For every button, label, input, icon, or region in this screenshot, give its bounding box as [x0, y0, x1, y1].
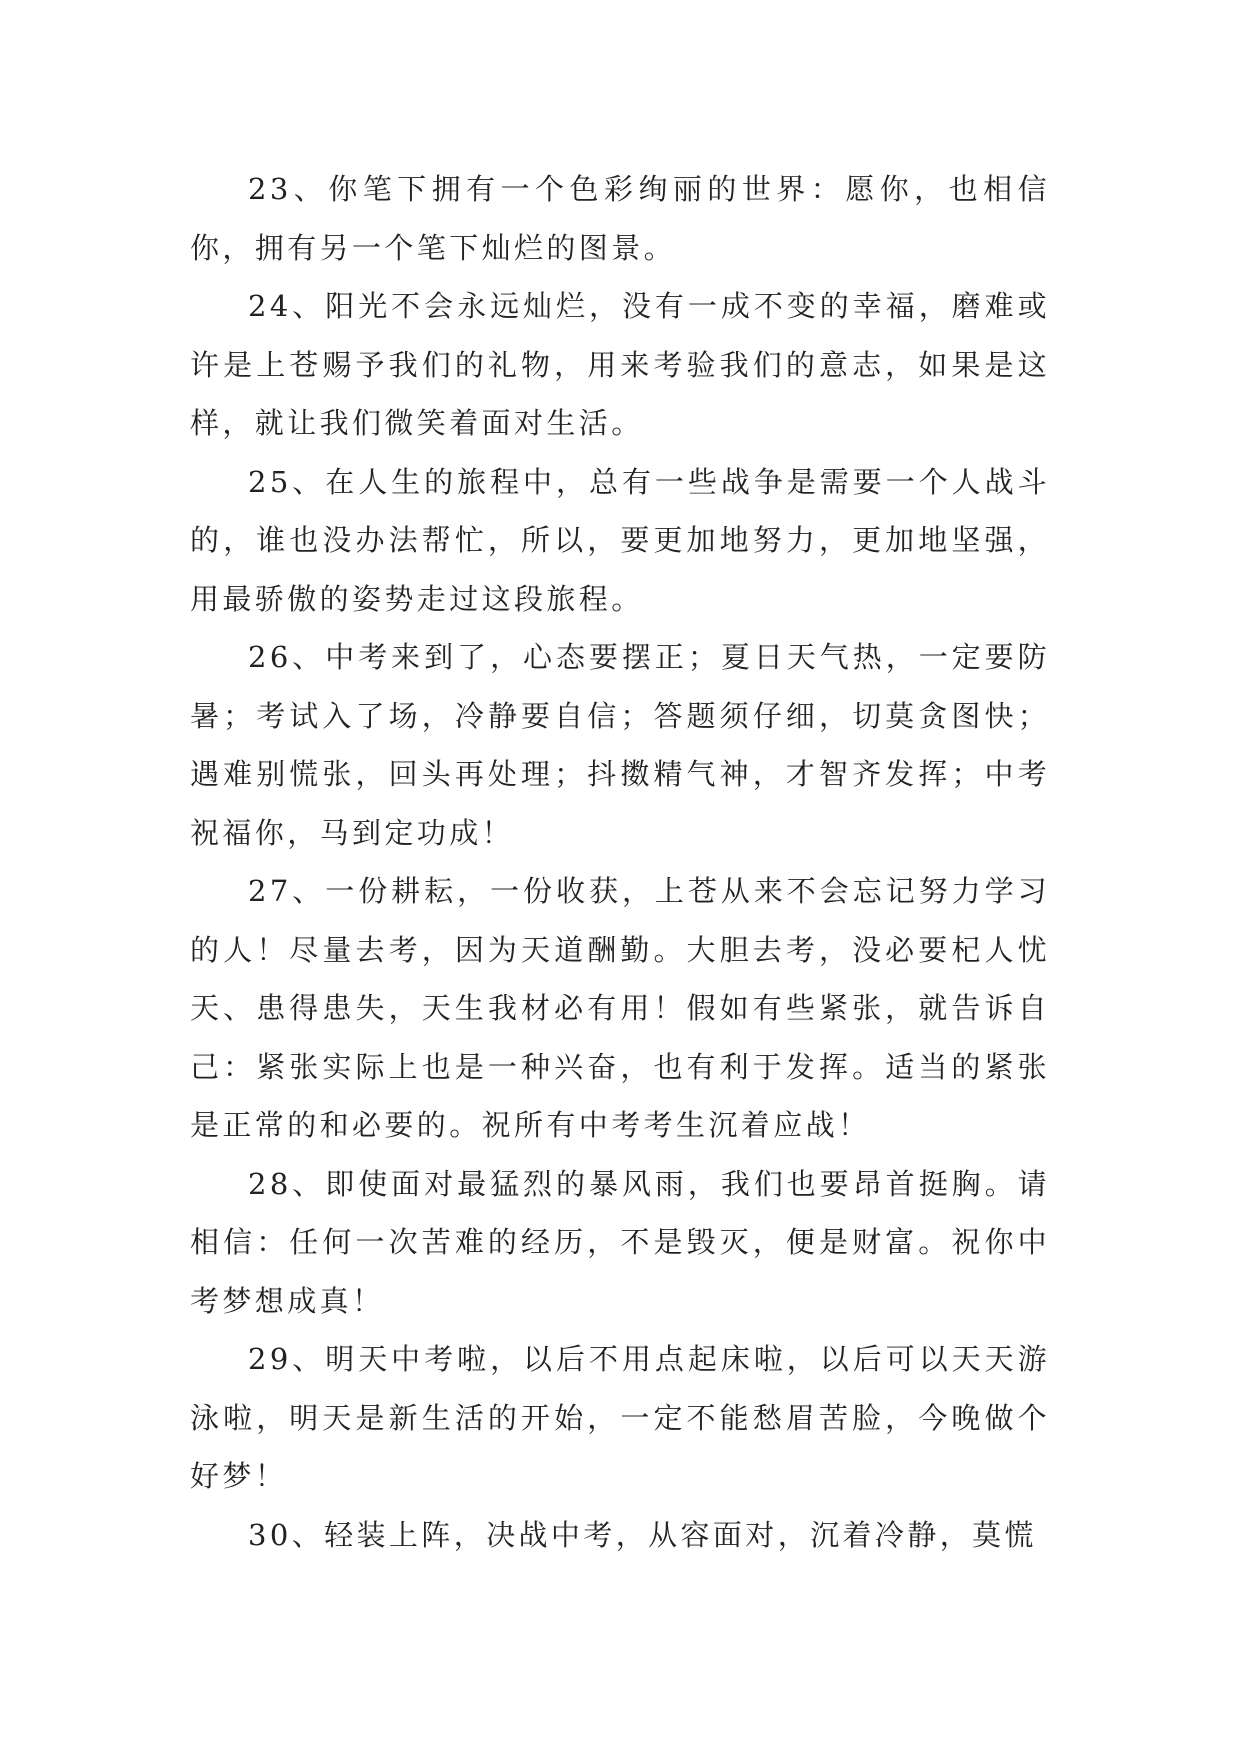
document-body	[190, 160, 1050, 1564]
paragraph-29: 29、明天中考啦，以后不用点起床啦，以后可以天天游泳啦，明天是新生活的开始，一定不能愁眉苦脸，今晚做个好梦！	[190, 1342, 1050, 1493]
paragraph-26: 26、中考来到了，心态要摆正；夏日天气热，一定要防暑；考试入了场，冷静要自信；答题须仔细，切莫贪图快；遇难别慌张，回头再处理；抖擞精气神，才智齐发挥；中考祝福你，马到定功成！	[190, 640, 1050, 850]
paragraph-25: 25、在人生的旅程中，总有一些战争是需要一个人战斗的，谁也没办法帮忙，所以，要更加地努力，更加地坚强，用最骄傲的姿势走过这段旅程。	[190, 464, 1050, 616]
paragraph-27: 27、一份耕耘，一份收获，上苍从来不会忘记努力学习的人！尽量去考，因为天道酬勤。大胆去考，没必要杞人忧天、患得患失，天生我材必有用！假如有些紧张，就告诉自己：紧张实际上也是一种兴奋，也有利于发挥。适当的紧张是正常的和必要的。祝所有中考考生沉着应战！	[190, 874, 1050, 1142]
paragraph-30: 30、轻装上阵，决战中考，从容面对，沉着冷静，莫慌	[248, 1517, 1037, 1552]
paragraph-23: 23、你笔下拥有一个色彩绚丽的世界：愿你，也相信你，拥有另一个笔下灿烂的图景。	[190, 172, 1050, 265]
paragraph-28: 28、即使面对最猛烈的暴风雨，我们也要昂首挺胸。请相信：任何一次苦难的经历，不是毁灭，便是财富。祝你中考梦想成真！	[190, 1166, 1050, 1318]
paragraph-24: 24、阳光不会永远灿烂，没有一成不变的幸福，磨难或许是上苍赐予我们的礼物，用来考验我们的意志，如果是这样，就让我们微笑着面对生活。	[190, 289, 1050, 440]
